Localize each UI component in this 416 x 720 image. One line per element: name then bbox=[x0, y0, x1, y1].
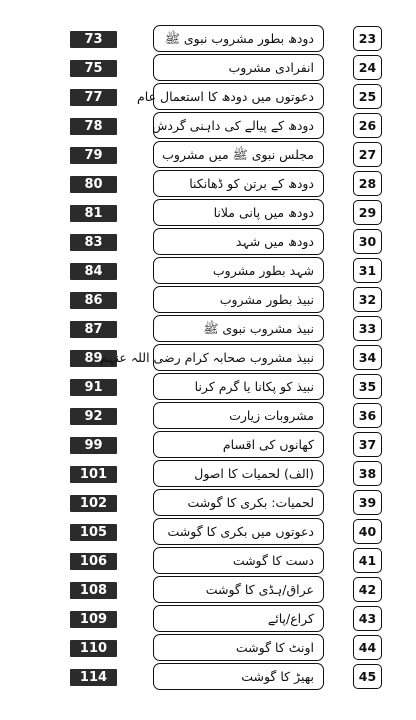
entry-number: 31 bbox=[353, 258, 382, 283]
page-number: 105 bbox=[70, 524, 117, 541]
entry-title: دعوتوں میں دودھ کا استعمال عام bbox=[153, 83, 324, 110]
entry-title: مجلس نبوی ﷺ میں مشروب bbox=[153, 141, 324, 168]
page-number: 73 bbox=[70, 31, 117, 48]
toc-row bbox=[0, 53, 416, 82]
toc-row bbox=[0, 517, 416, 546]
toc-row bbox=[0, 169, 416, 198]
page-number: 114 bbox=[70, 669, 117, 686]
entry-number: 43 bbox=[353, 606, 382, 631]
toc-row bbox=[0, 198, 416, 227]
toc-row bbox=[0, 575, 416, 604]
entry-title: دودھ میں شہد bbox=[153, 228, 324, 255]
entry-number: 33 bbox=[353, 316, 382, 341]
entry-title: دودھ میں پانی ملانا bbox=[153, 199, 324, 226]
entry-title: نبیذ مشروب صحابہ کرام رضی اللہ عنہم bbox=[153, 344, 324, 371]
entry-title: عراق/ہڈی کا گوشت bbox=[153, 576, 324, 603]
entry-title: نبیذ بطور مشروب bbox=[153, 286, 324, 313]
toc-row bbox=[0, 372, 416, 401]
page-number: 92 bbox=[70, 408, 117, 425]
page-number: 102 bbox=[70, 495, 117, 512]
page-number: 77 bbox=[70, 89, 117, 106]
page-number: 79 bbox=[70, 147, 117, 164]
entry-title: شہد بطور مشروب bbox=[153, 257, 324, 284]
entry-number: 29 bbox=[353, 200, 382, 225]
entry-title: لحمیات: بکری کا گوشت bbox=[153, 489, 324, 516]
page-number: 78 bbox=[70, 118, 117, 135]
toc-row bbox=[0, 546, 416, 575]
page-number: 81 bbox=[70, 205, 117, 222]
entry-title: اونٹ کا گوشت bbox=[153, 634, 324, 661]
entry-number: 24 bbox=[353, 55, 382, 80]
toc-row bbox=[0, 604, 416, 633]
entry-number: 34 bbox=[353, 345, 382, 370]
toc-row bbox=[0, 256, 416, 285]
entry-title: بھیڑ کا گوشت bbox=[153, 663, 324, 690]
page-number: 80 bbox=[70, 176, 117, 193]
entry-number: 36 bbox=[353, 403, 382, 428]
entry-title: انفرادی مشروب bbox=[153, 54, 324, 81]
page-number: 89 bbox=[70, 350, 117, 367]
page-number: 109 bbox=[70, 611, 117, 628]
page-number: 87 bbox=[70, 321, 117, 338]
toc-row bbox=[0, 111, 416, 140]
toc-row bbox=[0, 430, 416, 459]
toc-row bbox=[0, 24, 416, 53]
page-number: 99 bbox=[70, 437, 117, 454]
toc-row bbox=[0, 459, 416, 488]
page-number: 75 bbox=[70, 60, 117, 77]
entry-title: کراع/پائے bbox=[153, 605, 324, 632]
entry-title: نبیذ کو پکانا یا گرم کرنا bbox=[153, 373, 324, 400]
entry-title: دودھ کے برتن کو ڈھانکنا bbox=[153, 170, 324, 197]
entry-title: نبیذ مشروب نبوی ﷺ bbox=[153, 315, 324, 342]
entry-number: 38 bbox=[353, 461, 382, 486]
toc-row bbox=[0, 140, 416, 169]
entry-number: 27 bbox=[353, 142, 382, 167]
entry-title: دست کا گوشت bbox=[153, 547, 324, 574]
entry-number: 39 bbox=[353, 490, 382, 515]
entry-number: 42 bbox=[353, 577, 382, 602]
toc-row bbox=[0, 662, 416, 691]
toc-row bbox=[0, 227, 416, 256]
toc-row bbox=[0, 343, 416, 372]
toc-row bbox=[0, 82, 416, 111]
entry-number: 30 bbox=[353, 229, 382, 254]
page-number: 106 bbox=[70, 553, 117, 570]
entry-number: 45 bbox=[353, 664, 382, 689]
page-number: 84 bbox=[70, 263, 117, 280]
entry-number: 25 bbox=[353, 84, 382, 109]
entry-title: دودھ بطور مشروب نبوی ﷺ bbox=[153, 25, 324, 52]
page-number: 101 bbox=[70, 466, 117, 483]
entry-number: 23 bbox=[353, 26, 382, 51]
entry-number: 41 bbox=[353, 548, 382, 573]
entry-number: 37 bbox=[353, 432, 382, 457]
page-number: 86 bbox=[70, 292, 117, 309]
page-number: 83 bbox=[70, 234, 117, 251]
page-number: 108 bbox=[70, 582, 117, 599]
entry-title: کھانوں کی اقسام bbox=[153, 431, 324, 458]
entry-number: 40 bbox=[353, 519, 382, 544]
toc-row bbox=[0, 488, 416, 517]
toc-row bbox=[0, 314, 416, 343]
page-number: 91 bbox=[70, 379, 117, 396]
toc-row bbox=[0, 633, 416, 662]
entry-number: 26 bbox=[353, 113, 382, 138]
toc-row bbox=[0, 401, 416, 430]
toc-row bbox=[0, 285, 416, 314]
entry-title: دعوتوں میں بکری کا گوشت bbox=[153, 518, 324, 545]
entry-title: دودھ کے پیالے کی داہنی گردش bbox=[153, 112, 324, 139]
entry-title: مشروبات زیارت bbox=[153, 402, 324, 429]
entry-number: 44 bbox=[353, 635, 382, 660]
entry-title: (الف) لحمیات کا اصول bbox=[153, 460, 324, 487]
entry-number: 28 bbox=[353, 171, 382, 196]
entry-number: 32 bbox=[353, 287, 382, 312]
entry-number: 35 bbox=[353, 374, 382, 399]
page-number: 110 bbox=[70, 640, 117, 657]
